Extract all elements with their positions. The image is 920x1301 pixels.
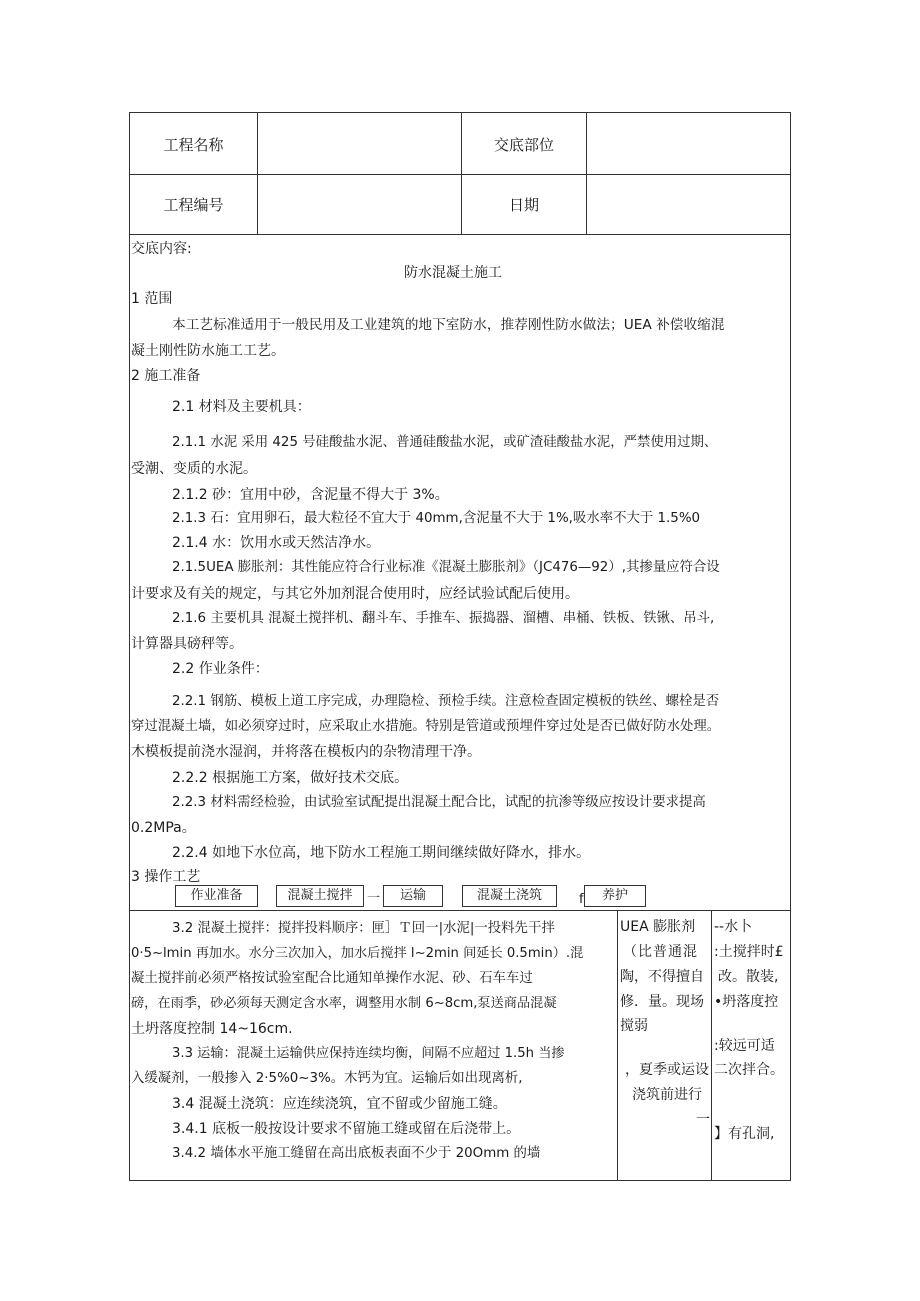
body-line: 2.1.4 水：饮用水或天然洁净水。	[172, 535, 381, 551]
flow-connector-mark: f	[579, 892, 584, 907]
body-line: 0.2MPa。	[131, 820, 196, 836]
body-line: 入缓凝剂，一般掺入 2·5%0~3%。木钙为宜。运输后如出现离析,	[131, 1071, 523, 1086]
body-line: 3.3 运输：混凝土运输供应保持连续均衡，间隔不应超过 1.5h 当掺	[172, 1046, 565, 1061]
side-note-line: :较远可适	[714, 1038, 775, 1054]
header-col-divider-2	[461, 113, 462, 234]
handover-sheet	[129, 112, 791, 1181]
bottom-col-divider-2	[711, 910, 712, 1180]
section-2-heading: 2 施工准备	[131, 368, 201, 384]
body-line: 3.4.2 墙体水平施工缝留在高出底板表面不少于 20Omm 的墙	[172, 1146, 541, 1161]
body-line: 2.2 作业条件：	[172, 661, 269, 677]
body-line: 凝土刚性防水施工工艺。	[131, 343, 285, 359]
section-3-heading: 3 操作工艺	[131, 869, 201, 885]
side-note-line: •坍落度控	[714, 994, 779, 1010]
body-line: 2.1.3 石：宜用卵石，最大粒径不宜大于 40mm,含泥量不大于 1%,吸水率不大于 1.5%0	[172, 511, 701, 526]
body-line: 2.1 材料及主要机具：	[172, 399, 311, 415]
header-bottom-divider	[130, 234, 790, 235]
section-1-heading: 1 范围	[131, 291, 173, 307]
body-line: 凝土搅拌前必须严格按试验室配合比通知单操作水泥、砂、石车车过	[131, 971, 533, 986]
date-label: 日期	[508, 196, 539, 214]
side-note-line: 二次拌合。	[714, 1062, 784, 1078]
content-title: 防水混凝土施工	[404, 265, 502, 281]
header-col-divider-3	[586, 113, 587, 234]
body-line: 受潮、变质的水泥。	[131, 461, 257, 477]
body-line: 2.1.1 水泥 采用 425 号硅酸盐水泥、普通硅酸盐水泥，或矿渣硅酸盐水泥，严禁使用过期、	[172, 435, 718, 450]
body-line: 2.1.6 主要机具 混凝土搅拌机、翻斗车、手推车、振捣器、溜槽、串桶、铁板、铁锹、吊斗,	[172, 611, 715, 626]
side-note-line: 搅弱	[620, 1018, 648, 1034]
flow-step-curing: 养护	[584, 885, 646, 907]
header-row-divider	[130, 174, 790, 175]
project-name-label: 工程名称	[163, 136, 224, 154]
body-line: 2.1.2 砂：宜用中砂，含泥量不得大于 3%。	[172, 487, 449, 503]
bottom-region-divider	[130, 910, 790, 911]
side-note-line: 浇筑前进行	[632, 1087, 702, 1103]
body-line: 3.4 混凝土浇筑：应连续浇筑，宜不留或少留施工缝。	[172, 1096, 507, 1112]
flow-step-mixing: 混凝土搅拌	[276, 885, 364, 907]
body-line: 2.2.2 根据施工方案，做好技术交底。	[172, 770, 409, 786]
side-note-line: --水卜	[714, 919, 753, 935]
body-line: 0·5~lmin 再加水。水分三次加入，加水后搅拌 l~2min 间延长 0.5min）.混	[131, 946, 584, 961]
content-intro-label: 交底内容:	[131, 241, 192, 257]
body-line: 2.2.1 钢筋、模板上道工序完成，办理隐检、预检手续。注意检查固定模板的铁丝、螺栓是否	[172, 694, 720, 709]
side-note-line: 修．量。现场	[620, 994, 704, 1010]
body-line: 木模板提前浇水湿润，并将落在模板内的杂物清理干净。	[131, 744, 481, 760]
flow-step-prep: 作业准备	[175, 885, 258, 907]
side-note-line: 】有孔洞,	[714, 1126, 775, 1142]
body-line: 3.4.1 底板一般按设计要求不留施工缝或留在后浇带上。	[172, 1121, 521, 1137]
side-note-line: （比普通混	[623, 944, 698, 960]
side-note-line: 改。散装,	[718, 969, 779, 985]
body-line: 2.1.5UEA 膨胀剂：其性能应符合行业标准《混凝土膨胀剂》（JC476—92）,其掺量应符合设	[172, 560, 720, 575]
project-no-label: 工程编号	[163, 196, 224, 214]
side-note-line: :土搅拌时£	[714, 944, 784, 960]
handover-part-label: 交底部位	[493, 136, 554, 154]
body-line: 计要求及有关的规定，与其它外加剂混合使用时，应经试验试配后使用。	[131, 586, 579, 602]
body-line: 土坍落度控制 14~16cm.	[131, 1021, 293, 1037]
body-line: 2.2.4 如地下水位高，地下防水工程施工期间继续做好降水，排水。	[172, 845, 591, 861]
flow-connector-mark: 一	[367, 891, 381, 906]
body-line: 2.2.3 材料需经检验，由试验室试配提出混凝土配合比，试配的抗渗等级应按设计要求提高	[172, 795, 706, 810]
flow-step-transport: 运输	[383, 885, 443, 907]
side-note-line: ，夏季或运设	[625, 1062, 709, 1078]
body-line: 磅，在雨季，砂必须每天测定含水率，调整用水制 6~8cm,泵送商品混凝	[131, 996, 557, 1011]
body-line: 计算器具磅秤等。	[131, 636, 243, 652]
side-note-line: UEA 膨胀剂	[620, 919, 696, 935]
flow-step-pouring: 混凝土浇筑	[462, 885, 557, 907]
body-line: 本工艺标准适用于一般民用及工业建筑的地下室防水，推荐刚性防水做法；UEA 补偿收缩混	[172, 317, 725, 333]
body-line: 3.2 混凝土搅拌：搅拌投料顺序：匣］Ｔ回一|水泥|一投料先干拌	[172, 921, 555, 936]
body-line: 穿过混凝土墙，如必须穿过时，应采取止水措施。特别是管道或预埋件穿过处是否已做好防水处理。	[131, 719, 721, 734]
header-col-divider-1	[257, 113, 258, 234]
side-note-line: 一	[696, 1112, 710, 1128]
bottom-col-divider-1	[617, 910, 618, 1180]
side-note-line: 陶，不得擅自	[620, 969, 704, 985]
